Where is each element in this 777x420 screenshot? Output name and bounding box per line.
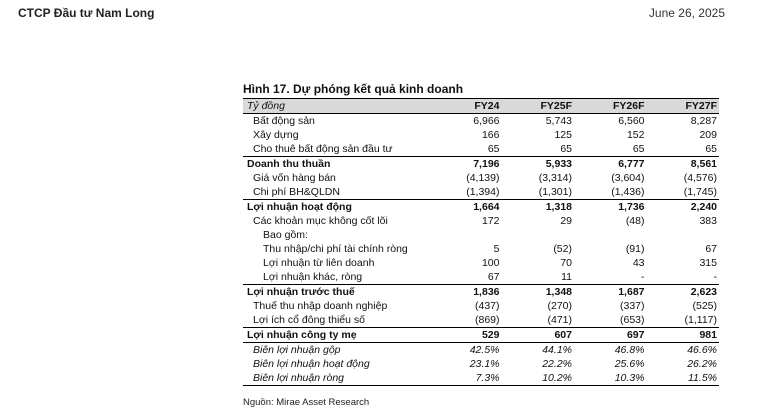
column-header: FY26F (574, 99, 647, 114)
cell-value: (52) (553, 243, 572, 255)
row-label: Biên lợi nhuận gộp (243, 343, 429, 358)
cell-value: 26.2% (687, 358, 717, 370)
company-name: CTCP Đầu tư Nam Long (18, 6, 155, 20)
table-row (243, 185, 719, 200)
cell-value: (525) (692, 300, 717, 312)
cell-value: 8,561 (647, 157, 720, 172)
cell-value: (1,436) (611, 186, 645, 198)
report-date: June 26, 2025 (648, 6, 725, 20)
unit-label: Tỷ đồng (243, 99, 429, 114)
cell-value: (270) (547, 300, 572, 312)
cell-value: 1,664 (429, 200, 502, 215)
row-label: Biên lợi nhuận ròng (243, 371, 429, 386)
table-row (243, 200, 719, 215)
cell-value: 2,240 (647, 200, 720, 215)
cell-value: 315 (699, 257, 717, 269)
cell-value: 42.5% (429, 343, 502, 358)
cell-value: (91) (625, 243, 645, 255)
table-header-row (243, 99, 719, 114)
column-header: FY24 (429, 99, 502, 114)
cell-value: 22.2% (542, 358, 572, 370)
cell-value: (653) (619, 314, 645, 326)
cell-value: (3,604) (611, 172, 645, 184)
table-row (243, 343, 719, 358)
cell-value: 529 (429, 328, 502, 343)
cell-value: 67 (705, 243, 717, 255)
table-row (243, 171, 719, 185)
cell-value: 44.1% (502, 343, 575, 358)
row-label: Chi phí BH&QLDN (253, 186, 340, 198)
row-label: Lợi nhuận công ty mẹ (243, 328, 429, 343)
cell-value: 209 (699, 129, 717, 141)
row-label: Thu nhập/chi phí tài chính ròng (263, 243, 408, 255)
cell-value: 11 (561, 271, 572, 283)
cell-value: (4,139) (466, 172, 500, 184)
row-label: Lợi nhuận trước thuế (243, 285, 429, 300)
cell-value: 6,777 (574, 157, 647, 172)
cell-value: 65 (487, 143, 500, 155)
table-row (243, 256, 719, 270)
cell-value: 1,836 (429, 285, 502, 300)
cell-value: 100 (481, 257, 500, 269)
cell-value: 7,196 (429, 157, 502, 172)
cell-value: 172 (481, 215, 500, 227)
cell-value: 23.1% (469, 358, 500, 370)
cell-value: 11.5% (647, 371, 720, 386)
row-label: Cho thuê bất động sản đầu tư (253, 143, 393, 155)
cell-value: 65 (632, 143, 645, 155)
cell-value: 2,623 (647, 285, 720, 300)
forecast-table (243, 98, 719, 386)
table-row (243, 299, 719, 313)
cell-value: 8,287 (690, 115, 717, 127)
cell-value: 383 (699, 215, 717, 227)
cell-value (502, 228, 575, 242)
row-label: Lợi nhuận khác, ròng (263, 271, 363, 283)
cell-value: 46.6% (647, 343, 720, 358)
row-label: Bao gồm: (263, 229, 308, 241)
cell-value: 166 (481, 129, 500, 141)
cell-value: (869) (474, 314, 500, 326)
table-row (243, 328, 719, 343)
cell-value: 1,318 (502, 200, 575, 215)
cell-value: 981 (647, 328, 720, 343)
table-row (243, 313, 719, 328)
figure-title: Hình 17. Dự phóng kết quả kinh doanh (243, 82, 464, 96)
cell-value: (437) (474, 300, 500, 312)
cell-value: 1,348 (502, 285, 575, 300)
forecast-table-container (243, 98, 719, 386)
table-row (243, 285, 719, 300)
row-label: Các khoản mục không cốt lõi (253, 215, 388, 227)
cell-value: 6,560 (618, 115, 645, 127)
cell-value: - (641, 271, 645, 283)
table-row (243, 242, 719, 256)
cell-value: 7.3% (429, 371, 502, 386)
table-row (243, 371, 719, 386)
row-label: Biên lợi nhuận hoạt động (253, 358, 370, 370)
cell-value: 70 (560, 257, 572, 269)
cell-value: (1,301) (538, 186, 572, 198)
row-label: Thuế thu nhập doanh nghiệp (253, 300, 388, 312)
cell-value: - (713, 271, 717, 283)
cell-value: (3,314) (538, 172, 572, 184)
row-label: Lợi ích cổ đông thiểu số (253, 314, 365, 326)
cell-value: 29 (560, 215, 572, 227)
cell-value: 5,743 (545, 115, 572, 127)
row-label: Doanh thu thuần (243, 157, 429, 172)
cell-value: (48) (625, 215, 645, 227)
cell-value: 5 (493, 243, 500, 255)
table-row (243, 270, 719, 285)
cell-value (429, 228, 502, 242)
column-header: FY25F (502, 99, 575, 114)
table-row (243, 228, 719, 242)
cell-value: 5,933 (502, 157, 575, 172)
row-label: Lợi nhuận hoạt động (243, 200, 429, 215)
cell-value (647, 228, 720, 242)
row-label: Giá vốn hàng bán (253, 172, 336, 184)
table-row (243, 128, 719, 142)
cell-value: 65 (705, 143, 717, 155)
cell-value: (1,745) (683, 186, 717, 198)
table-row (243, 157, 719, 172)
cell-value: 10.3% (574, 371, 647, 386)
row-label: Lợi nhuận từ liên doanh (263, 257, 375, 269)
table-row (243, 142, 719, 157)
cell-value: (337) (619, 300, 645, 312)
cell-value: 152 (626, 129, 645, 141)
cell-value: 65 (560, 143, 572, 155)
cell-value: 6,966 (473, 115, 500, 127)
cell-value: 125 (554, 129, 572, 141)
cell-value: (1,117) (684, 314, 717, 326)
cell-value: 43 (632, 257, 645, 269)
cell-value: (471) (547, 314, 572, 326)
cell-value: 46.8% (574, 343, 647, 358)
cell-value: 1,736 (574, 200, 647, 215)
cell-value (574, 228, 647, 242)
row-label: Bất động sản (253, 115, 315, 127)
source-note: Nguồn: Mirae Asset Research (243, 397, 370, 408)
cell-value: 607 (502, 328, 575, 343)
cell-value: 1,687 (574, 285, 647, 300)
row-label: Xây dựng (253, 129, 299, 141)
table-row (243, 214, 719, 228)
cell-value: 697 (574, 328, 647, 343)
cell-value: 25.6% (614, 358, 645, 370)
table-row (243, 357, 719, 371)
column-header: FY27F (647, 99, 720, 114)
cell-value: (4,576) (683, 172, 717, 184)
cell-value: 10.2% (502, 371, 575, 386)
cell-value: (1,394) (466, 186, 500, 198)
table-row (243, 114, 719, 129)
cell-value: 67 (487, 271, 500, 283)
